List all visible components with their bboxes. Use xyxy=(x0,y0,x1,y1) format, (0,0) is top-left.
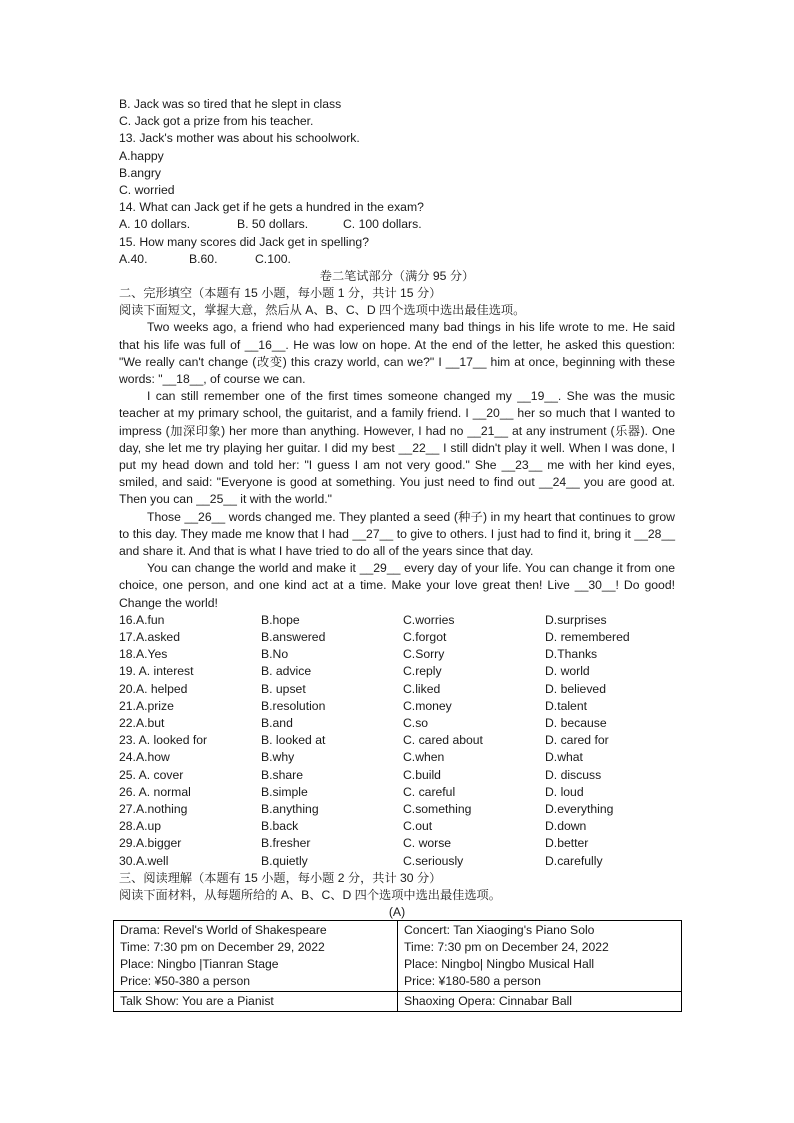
option: B.answered xyxy=(261,630,326,645)
option: D.Thanks xyxy=(545,647,598,662)
option: C. worse xyxy=(403,836,452,851)
cloze-paragraph: Those __26__ words changed me. They planted a seed (种子) in my heart that continues to grow to this day. They made me know that I had __27__ to give to others. I just had to find it, bring it __28__ and share it. And that is what I have tried to do all of the years since that day. xyxy=(119,509,675,559)
option: 30.A.well xyxy=(119,853,169,868)
section3-heading: 三、阅读理解（本题有 15 小题，每小题 2 分，共计 30 分） xyxy=(119,870,442,885)
option: C.worries xyxy=(403,612,455,627)
option: D.talent xyxy=(545,698,588,713)
option: 18.A.Yes xyxy=(119,647,168,662)
option: B.No xyxy=(261,647,289,662)
option: B.and xyxy=(261,716,293,731)
section2-heading: 二、完形填空（本题有 15 小题，每小题 1 分，共计 15 分） xyxy=(119,286,442,301)
q15-stem: 15. How many scores did Jack get in spelling? xyxy=(119,234,369,249)
cell-line: Price: ¥180-580 a person xyxy=(404,974,541,989)
option: D. discuss xyxy=(545,767,602,782)
cloze-paragraph: I can still remember one of the first times someone changed my __19__. She was the music teacher at my primary school, the guitarist, and a family friend. I __20__ her so much that I wanted to impress (加深印象) her more than anything. However, I had no __21__ at any instrument (乐器). One day, she let me try playing her guitar. I did my best __22__ I still didn't play it well. When I was done, I put my head down and told her: "I guess I am not very good." She __23__ me with her kind eyes, smiled, and said: "Everyone is good at something. You just need to find out __24__ you are good at. Then you can __25__ it with the world." xyxy=(119,389,675,507)
option: 23. A. looked for xyxy=(119,733,208,748)
option: C.when xyxy=(403,750,445,765)
table-row xyxy=(114,992,682,1012)
option: C.build xyxy=(403,767,441,782)
section2-instruction: 阅读下面短文，掌握大意，然后从 A、B、C、D 四个选项中选出最佳选项。 xyxy=(119,303,526,318)
option: D.everything xyxy=(545,801,614,816)
option: D. because xyxy=(545,716,607,731)
q15-option-c: C.100. xyxy=(255,251,291,266)
cloze-passage xyxy=(119,319,675,611)
table-cell xyxy=(398,992,682,1012)
option: D. believed xyxy=(545,681,606,696)
option: C.Sorry xyxy=(403,647,445,662)
option: C. cared about xyxy=(403,733,483,748)
cell-line: Place: Ningbo |Tianran Stage xyxy=(120,957,279,972)
q14-option-b: B. 50 dollars. xyxy=(237,217,309,232)
text-line: A.happy xyxy=(119,148,164,163)
option: 27.A.nothing xyxy=(119,801,188,816)
section3-instruction: 阅读下面材料，从每题所给的 A、B、C、D 四个选项中选出最佳选项。 xyxy=(119,887,501,902)
option: C.out xyxy=(403,819,433,834)
option: B.hope xyxy=(261,612,300,627)
q15-options xyxy=(119,251,675,268)
text-line: C. Jack got a prize from his teacher. xyxy=(119,114,314,129)
option: D. loud xyxy=(545,784,584,799)
option: C.liked xyxy=(403,681,441,696)
option: 28.A.up xyxy=(119,819,162,834)
cell-line: Talk Show: You are a Pianist xyxy=(120,994,274,1009)
option: D.better xyxy=(545,836,589,851)
option: D.down xyxy=(545,819,587,834)
table-cell xyxy=(398,921,682,992)
cloze-options-grid xyxy=(119,612,675,870)
text-line: B. Jack was so tired that he slept in class xyxy=(119,97,342,111)
table-cell xyxy=(114,992,398,1012)
option: D. remembered xyxy=(545,630,630,645)
option: B. advice xyxy=(261,664,312,679)
option: 16.A.fun xyxy=(119,612,165,627)
text-line: B.angry xyxy=(119,165,162,180)
cell-line: Time: 7:30 pm on December 29, 2022 xyxy=(120,940,325,955)
part-two-title: 卷二笔试部分（满分 95 分） xyxy=(319,268,475,283)
option: 19. A. interest xyxy=(119,664,194,679)
q14-option-a: A. 10 dollars. xyxy=(119,217,191,232)
option: C.forgot xyxy=(403,630,447,645)
option: 17.A.asked xyxy=(119,630,180,645)
q14-option-c: C. 100 dollars. xyxy=(343,217,422,232)
option: C.something xyxy=(403,801,472,816)
cell-line: Concert: Tan Xiaoging's Piano Solo xyxy=(404,923,595,938)
q14-options xyxy=(119,216,675,233)
option: B.quietly xyxy=(261,853,308,868)
cell-line: Time: 7:30 pm on December 24, 2022 xyxy=(404,940,609,955)
cloze-paragraph: Two weeks ago, a friend who had experienced many bad things in his life wrote to me. He said that his life was full of __16__. He was low on hope. At the end of the letter, he asked this question: "We really can't change (改变) this crazy world, can we?" I __17__ him at once, beginning with these words: "__18__, of course we can. xyxy=(119,320,675,387)
option: C.money xyxy=(403,698,452,713)
option: B.share xyxy=(261,767,304,782)
option: B.why xyxy=(261,750,295,765)
option: 20.A. helped xyxy=(119,681,188,696)
option: C. careful xyxy=(403,784,456,799)
option: B.back xyxy=(261,819,299,834)
option: B. upset xyxy=(261,681,306,696)
option: D. world xyxy=(545,664,590,679)
option: D.carefully xyxy=(545,853,603,868)
option: B.anything xyxy=(261,801,319,816)
option: B.fresher xyxy=(261,836,311,851)
text-line: C. worried xyxy=(119,182,175,197)
option: B.simple xyxy=(261,784,308,799)
option: C.seriously xyxy=(403,853,464,868)
table-row xyxy=(114,921,682,992)
option: 29.A.bigger xyxy=(119,836,182,851)
q15-option-b: B.60. xyxy=(189,251,218,266)
option: D. cared for xyxy=(545,733,609,748)
cell-line: Place: Ningbo| Ningbo Musical Hall xyxy=(404,957,595,972)
passage-label: (A) xyxy=(388,905,406,920)
option: B.resolution xyxy=(261,698,326,713)
text-line: 13. Jack's mother was about his schoolwork. xyxy=(119,131,360,146)
table-cell xyxy=(114,921,398,992)
events-table xyxy=(113,920,682,1012)
option: 22.A.but xyxy=(119,716,165,731)
option: 26. A. normal xyxy=(119,784,191,799)
option: C.so xyxy=(403,716,429,731)
q15-option-a: A.40. xyxy=(119,251,148,266)
top-lines xyxy=(119,96,675,216)
cell-line: Shaoxing Opera: Cinnabar Ball xyxy=(404,994,573,1009)
cell-line: Price: ¥50-380 a person xyxy=(120,974,251,989)
text-line: 14. What can Jack get if he gets a hundred in the exam? xyxy=(119,200,424,215)
option: B. looked at xyxy=(261,733,326,748)
exam-page xyxy=(119,96,675,1012)
option: 21.A.prize xyxy=(119,698,174,713)
option: D.surprises xyxy=(545,612,607,627)
cloze-paragraph: You can change the world and make it __29__ every day of your life. You can change it from one choice, one person, and one kind act at a time. Make your love great then! Live __30__! Do good! Change the world! xyxy=(119,561,675,610)
option: D.what xyxy=(545,750,583,765)
option: 24.A.how xyxy=(119,750,170,765)
cell-line: Drama: Revel's World of Shakespeare xyxy=(120,923,327,938)
option: 25. A. cover xyxy=(119,767,184,782)
option: C.reply xyxy=(403,664,442,679)
